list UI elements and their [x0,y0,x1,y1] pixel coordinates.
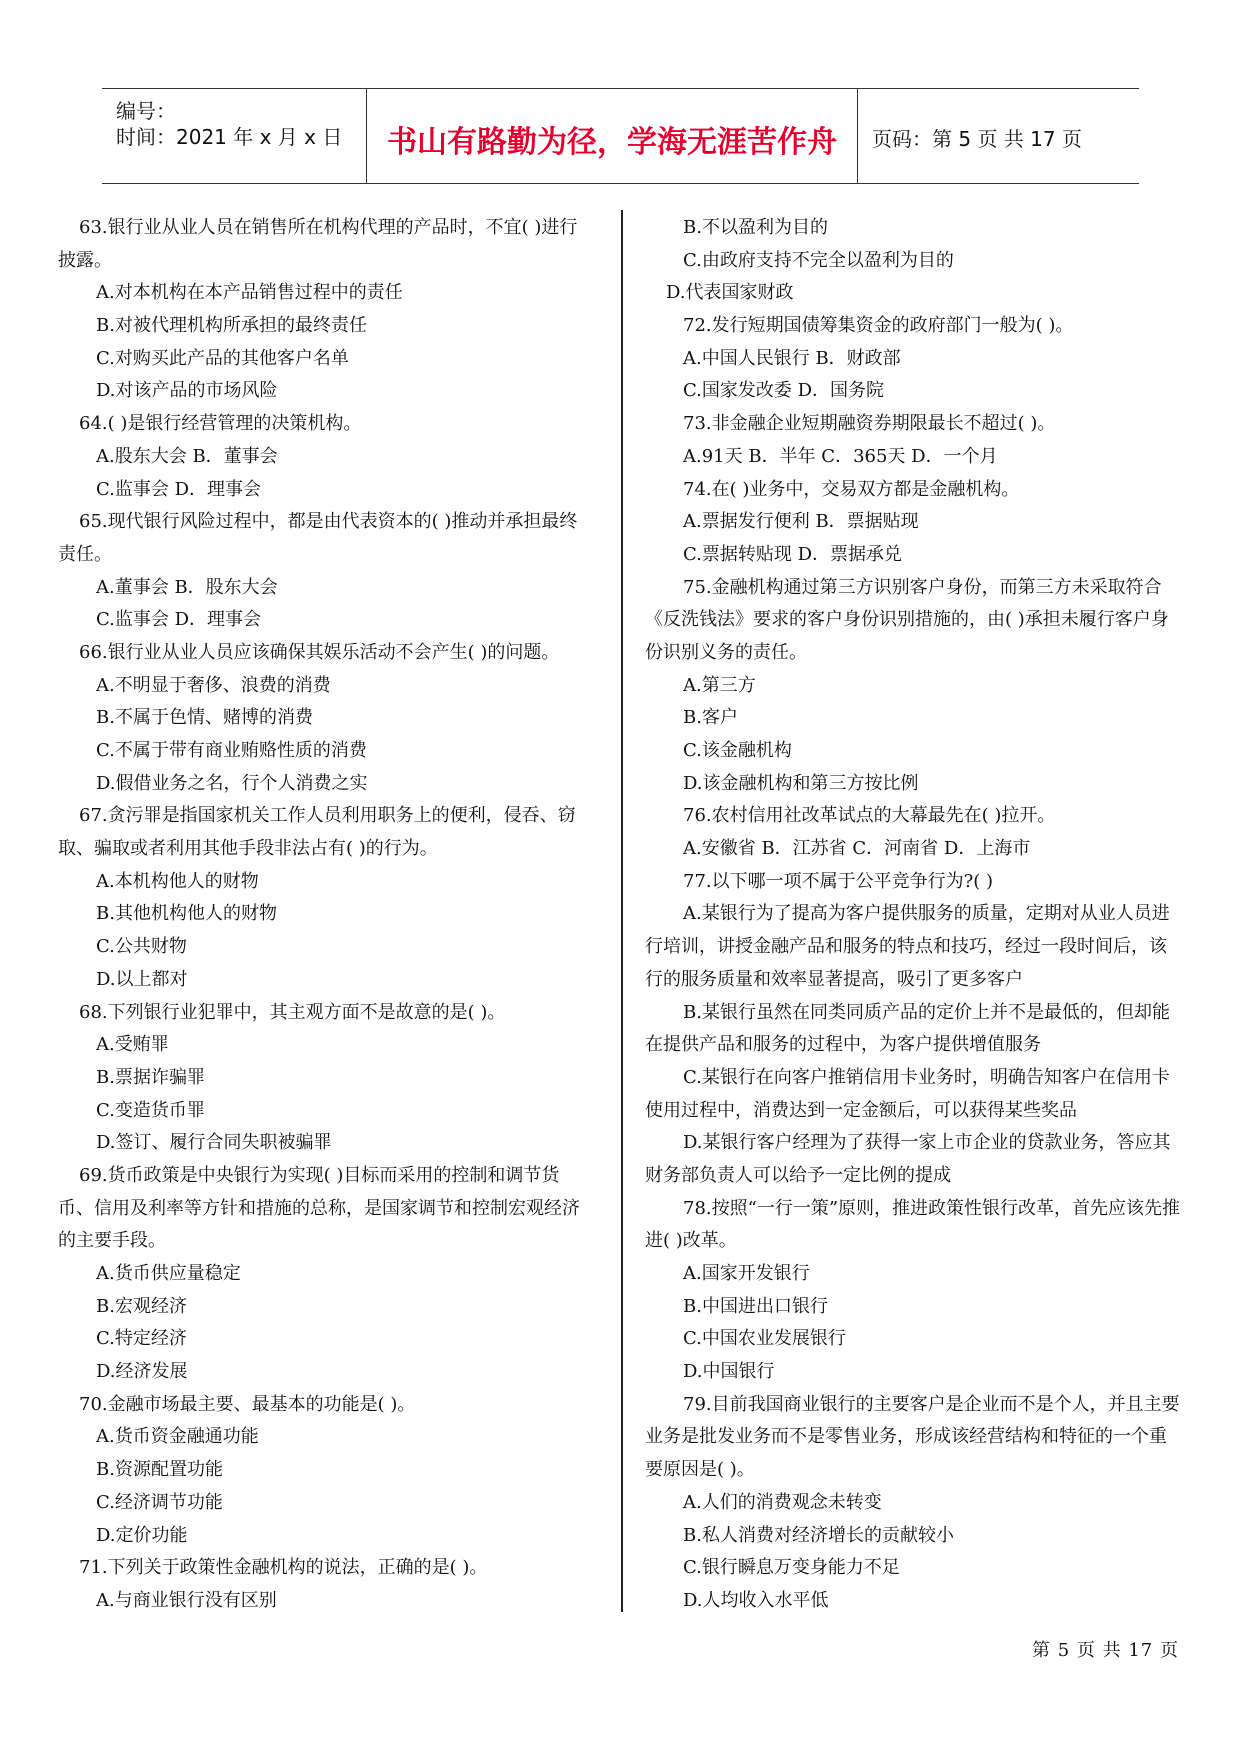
text-line: B.对被代理机构所承担的最终责任 [96,315,367,337]
header-motto: 书山有路勤为径，学海无涯苦作舟 [387,125,837,160]
text-line: 69.货币政策是中央银行为实现( )目标而采用的控制和调节货 [79,1164,560,1186]
text-line: 的主要手段。 [58,1230,166,1252]
text-line: 份识别义务的责任。 [645,641,807,663]
text-line: D.经济发展 [96,1361,188,1383]
text-line: 《反洗钱法》要求的客户身份识别措施的，由( )承担未履行客户身 [645,609,1169,631]
document-number-label: 编号： [116,99,176,123]
text-line: 77.以下哪一项不属于公平竞争行为?( ) [683,870,994,892]
text-line: 进( )改革。 [645,1230,737,1252]
text-line: A.受贿罪 [96,1034,169,1056]
text-line: 在提供产品和服务的过程中，为客户提供增值服务 [645,1034,1041,1056]
text-line: A.货币资金融通功能 [96,1426,259,1448]
text-line: C.国家发改委 D．国务院 [683,380,885,402]
text-line: 79.目前我国商业银行的主要客户是企业而不是个人，并且主要 [683,1393,1180,1415]
text-line: B.客户 [683,707,738,729]
text-line: A.本机构他人的财物 [96,870,259,892]
header-motto-cell [367,89,858,183]
text-line: A.某银行为了提高为客户提供服务的质量，定期对从业人员进 [683,903,1170,925]
text-line: B.不以盈利为目的 [683,217,828,238]
text-line: D.代表国家财政 [666,282,794,304]
text-line: 67.贪污罪是指国家机关工作人员利用职务上的便利，侵吞、窃 [79,805,576,827]
text-line: 使用过程中，消费达到一定金额后，可以获得某些奖品 [645,1099,1077,1121]
text-line: 披露。 [58,249,112,271]
text-line: 65.现代银行风险过程中，都是由代表资本的( )推动并承担最终 [79,511,578,533]
text-line: C.变造货币罪 [96,1099,205,1121]
text-line: C.特定经济 [96,1328,187,1350]
text-line: A.国家开发银行 [683,1263,810,1284]
text-line: C.该金融机构 [683,740,792,761]
text-line: A.票据发行便利 B．票据贴现 [683,511,919,533]
text-line: C.监事会 D．理事会 [96,478,262,500]
text-line: D.中国银行 [683,1361,775,1383]
text-line: B.某银行虽然在同类同质产品的定价上并不是最低的，但却能 [683,1001,1170,1023]
text-line: C.票据转贴现 D．票据承兑 [683,543,903,565]
text-line: D.定价功能 [96,1524,188,1546]
document-time-label: 时间：2021 年 x 月 x 日 [116,125,343,149]
text-line: 要原因是( )。 [645,1459,755,1481]
text-line: 74.在( )业务中，交易双方都是金融机构。 [683,478,1020,500]
text-line: 业务是批发业务而不是零售业务，形成该经营结构和特征的一个重 [645,1426,1167,1448]
text-line: C.对购买此产品的其他客户名单 [96,347,349,369]
text-line: A.货币供应量稳定 [96,1263,241,1284]
text-line: 66.银行业从业人员应该确保其娱乐活动不会产生( )的问题。 [79,641,560,663]
text-line: A.91天 B．半年 C．365天 D．一个月 [683,445,998,467]
header-page-code: 页码：第 5 页 共 17 页 [872,127,1082,151]
text-line: A.人们的消费观念未转变 [683,1491,882,1513]
text-line: 63.银行业从业人员在销售所在机构代理的产品时，不宜( )进行 [79,217,578,238]
text-line: 币、信用及利率等方针和措施的总称，是国家调节和控制宏观经济 [58,1197,580,1219]
text-line: C.监事会 D．理事会 [96,609,262,631]
text-line: 71.下列关于政策性金融机构的说法，正确的是( )。 [79,1557,488,1579]
text-line: A.不明显于奢侈、浪费的消费 [96,674,331,696]
text-line: 财务部负责人可以给予一定比例的提成 [645,1164,951,1186]
text-line: B.中国进出口银行 [683,1295,828,1317]
text-line: D.该金融机构和第三方按比例 [683,772,919,794]
text-line: 行的服务质量和效率显著提高，吸引了更多客户 [645,968,1023,990]
text-line: A.对本机构在本产品销售过程中的责任 [96,282,403,304]
text-line: 64.( )是银行经营管理的决策机构。 [79,413,362,435]
text-line: C.经济调节功能 [96,1491,223,1513]
text-line: D.假借业务之名，行个人消费之实 [96,772,368,794]
text-line: C.由政府支持不完全以盈利为目的 [683,249,954,271]
text-line: 76.农村信用社改革试点的大幕最先在( )拉开。 [683,805,1056,827]
text-line: 72.发行短期国债筹集资金的政府部门一般为( )。 [683,315,1074,337]
text-line: 70.金融市场最主要、最基本的功能是( )。 [79,1393,416,1415]
text-line: A.安徽省 B．江苏省 C．河南省 D．上海市 [683,838,1031,860]
text-line: B.票据诈骗罪 [96,1066,205,1088]
text-line: 73.非金融企业短期融资券期限最长不超过( )。 [683,413,1056,435]
text-line: B.宏观经济 [96,1295,187,1317]
right-column [645,212,1191,1618]
text-line: 75.金融机构通过第三方识别客户身份，而第三方未采取符合 [683,576,1162,598]
text-line: B.不属于色情、赌博的消费 [96,707,313,729]
text-line: C.某银行在向客户推销信用卡业务时，明确告知客户在信用卡 [683,1066,1170,1088]
text-line: C.中国农业发展银行 [683,1328,846,1350]
text-line: C.不属于带有商业贿赂性质的消费 [96,740,367,761]
text-line: 责任。 [58,543,112,565]
text-line: D.以上都对 [96,968,188,990]
text-line: A.董事会 B．股东大会 [96,576,278,598]
text-line: D.签订、履行合同失职被骗罪 [96,1132,332,1154]
text-line: A.中国人民银行 B．财政部 [683,347,901,369]
text-line: A.第三方 [683,674,756,696]
text-line: D.对该产品的市场风险 [96,380,278,402]
text-line: B.资源配置功能 [96,1459,223,1481]
text-line: B.私人消费对经济增长的贡献较小 [683,1524,954,1546]
text-line: C.公共财物 [96,936,187,958]
left-column [58,212,596,1618]
text-line: 78.按照“一行一策”原则，推进政策性银行改革，首先应该先推 [683,1197,1181,1219]
text-line: 行培训，讲授金融产品和服务的特点和技巧，经过一段时间后，该 [645,936,1167,958]
text-line: 68.下列银行业犯罪中，其主观方面不是故意的是( )。 [79,1001,506,1023]
text-line: 取、骗取或者利用其他手段非法占有( )的行为。 [58,838,438,860]
page-header [102,88,1139,184]
text-line: C.银行瞬息万变身能力不足 [683,1557,900,1579]
text-line: A.股东大会 B．董事会 [96,445,278,467]
header-page-cell [858,89,1139,183]
header-info-cell [102,89,367,183]
text-line: A.与商业银行没有区别 [96,1589,277,1611]
text-line: B.其他机构他人的财物 [96,903,277,925]
text-line: D.人均收入水平低 [683,1589,829,1611]
footer-page-number: 第 5 页 共 17 页 [1032,1640,1179,1661]
column-divider [621,210,623,1612]
text-line: D.某银行客户经理为了获得一家上市企业的贷款业务，答应其 [683,1132,1171,1154]
